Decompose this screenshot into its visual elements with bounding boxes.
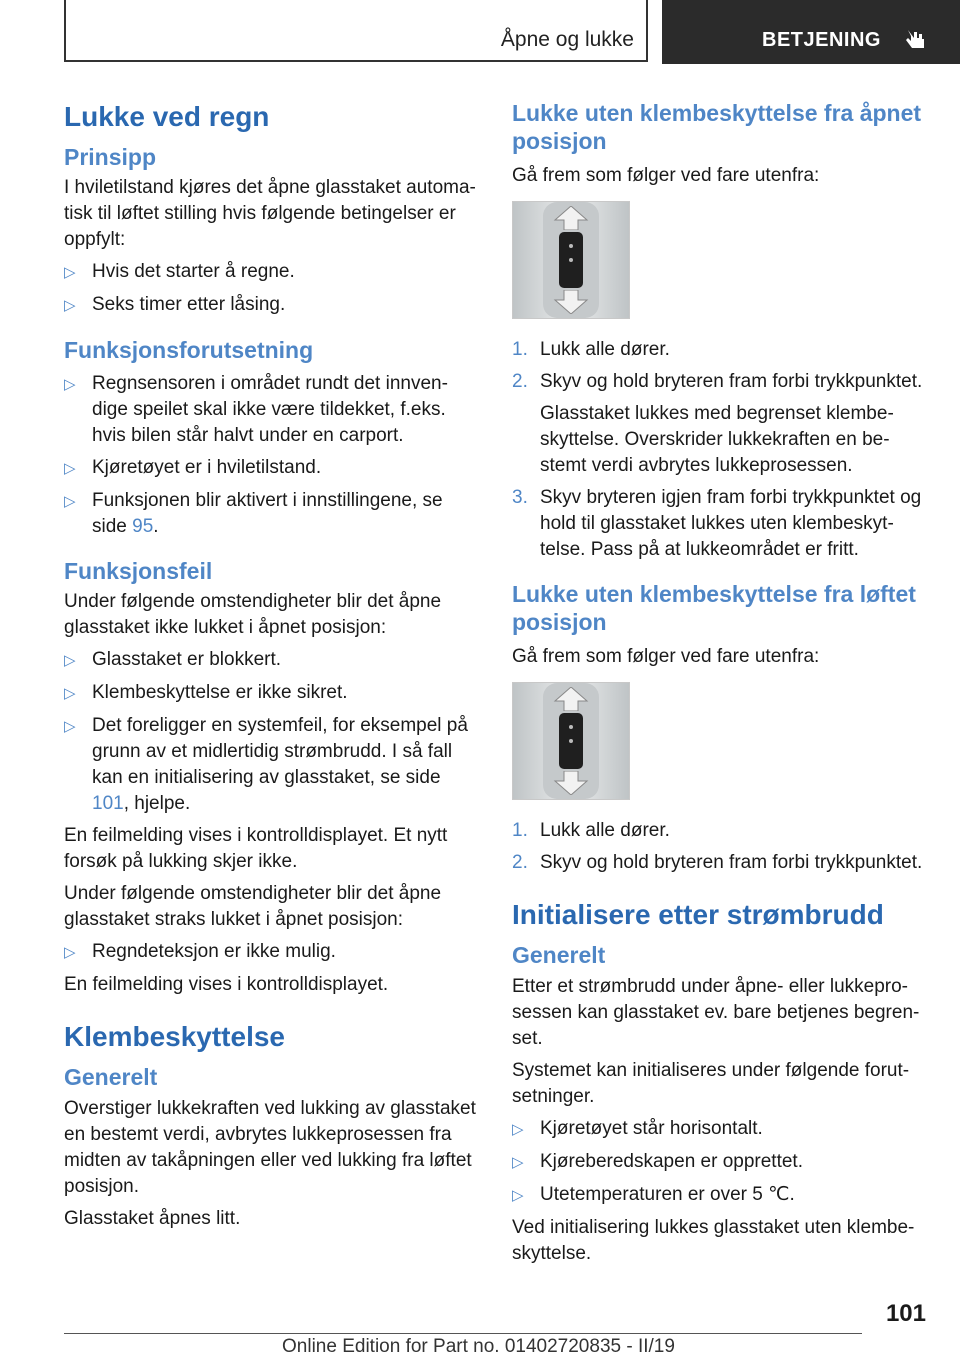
footer-edition: Online Edition for Part no. 01402720835 - II/19: [282, 1336, 675, 1357]
list-item: ▷ Regndeteksjon er ikke mulig.: [64, 939, 478, 966]
roof-switch-image: [512, 201, 630, 319]
paragraph: Overstiger lukkekraften ved lukking av glasstaket en bestemt verdi, avbrytes lukkeprosessen fra midten av takåpningen eller ved lukking fra løftet posisjon.: [64, 1097, 476, 1197]
paragraph: Gå frem som følger ved fare utenfra:: [512, 165, 820, 187]
right-column: [512, 100, 932, 1273]
bullet-triangle-icon: ▷: [64, 718, 76, 736]
page-link-101[interactable]: 101: [92, 793, 124, 815]
paragraph: En feilmelding vises i kontrolldisplayet.: [64, 974, 389, 996]
list-item: ▷ Seks timer etter låsing.: [64, 292, 478, 319]
arrow-down-icon: [553, 771, 589, 795]
left-column: [64, 100, 478, 1238]
page-number: 101: [885, 1300, 926, 1327]
header-section-box: [64, 0, 648, 62]
paragraph: Etter et strømbrudd under åpne- eller lukkepro- sessen kan glasstaket ev. bare betjenes begren- set.: [512, 975, 920, 1049]
header-chapter-title: BETJENING: [762, 29, 881, 51]
list-item: ▷ Glasstaket er blokkert.: [64, 647, 478, 674]
arrow-up-icon: [553, 687, 589, 711]
bullet-triangle-icon: ▷: [64, 944, 76, 962]
arrow-up-icon: [553, 206, 589, 230]
header-chapter-tab: [662, 0, 960, 64]
section-title-initialisere: Initialisere etter strømbrudd: [512, 899, 884, 931]
paragraph: I hviletilstand kjøres det åpne glasstaket automa- tisk til løftet stilling hvis følgende betingelser er oppfylt:: [64, 177, 476, 251]
subheading-funksjonsforutsetning: Funksjonsforutsetning: [64, 337, 314, 364]
list-item: ▷ Kjøretøyet er i hviletilstand.: [64, 455, 478, 482]
bullet-triangle-icon: ▷: [64, 459, 76, 477]
arrow-down-icon: [553, 290, 589, 314]
list-item: ▷ Klembeskyttelse er ikke sikret.: [64, 680, 478, 707]
bullet-triangle-icon: ▷: [512, 1120, 524, 1138]
paragraph: Glasstaket åpnes litt.: [64, 1207, 241, 1229]
roof-switch-image: [512, 682, 630, 800]
bullet-triangle-icon: ▷: [512, 1153, 524, 1171]
list-item: ▷ Kjøreberedskapen er opprettet.: [512, 1149, 932, 1176]
section-title-lukke-fra-loftet: Lukke uten klembeskyttelse fra løftet posisjon: [512, 581, 916, 635]
paragraph: Under følgende omstendigheter blir det åpne glasstaket straks lukket i åpnet posisjon:: [64, 883, 442, 931]
subheading-generelt: Generelt: [64, 1063, 158, 1090]
numbered-step: 1. Lukk alle dører.: [512, 339, 670, 361]
footer-divider: [64, 1333, 862, 1334]
numbered-step: 3. Skyv bryteren igjen fram forbi trykkpunktet og hold til glasstaket lukkes uten klembeskyt- telse. Pass på at lukkeområdet er fritt.: [512, 487, 922, 561]
list-item: ▷ Kjøretøyet står horisontalt.: [512, 1116, 932, 1143]
bullet-triangle-icon: ▷: [512, 1186, 524, 1204]
bullet-triangle-icon: ▷: [64, 685, 76, 703]
bullet-triangle-icon: ▷: [64, 492, 76, 510]
subheading-funksjonsfeil: Funksjonsfeil: [64, 557, 213, 584]
paragraph: Under følgende omstendigheter blir det åpne glasstaket ikke lukket i åpnet posisjon:: [64, 591, 442, 639]
subheading-prinsipp: Prinsipp: [64, 143, 157, 170]
paragraph: Systemet kan initialiseres under følgende forut- setninger.: [512, 1059, 910, 1107]
paragraph: En feilmelding vises i kontrolldisplayet. Et nytt forsøk på lukking skjer ikke.: [64, 825, 448, 873]
bullet-triangle-icon: ▷: [64, 264, 76, 282]
pointing-hand-icon: [902, 26, 930, 54]
header-section-title: Åpne og lukke: [500, 28, 634, 51]
page-link-95[interactable]: 95: [132, 515, 154, 537]
numbered-step: 2. Skyv og hold bryteren fram forbi trykkpunktet.: [512, 852, 923, 874]
bullet-triangle-icon: ▷: [64, 297, 76, 315]
bullet-triangle-icon: ▷: [64, 375, 76, 393]
paragraph: Gå frem som følger ved fare utenfra:: [512, 646, 820, 668]
list-item: ▷ Regnsensoren i området rundt det innven- dige speilet skal ikke være tildekket, f.eks. hvis bilen står halvt under en carport.: [64, 371, 478, 449]
list-item: ▷ Utetemperaturen er over 5 ℃.: [512, 1182, 932, 1209]
list-item: ▷ Funksjonen blir aktivert i innstillingene, se side 95.: [64, 488, 478, 540]
bullet-triangle-icon: ▷: [64, 652, 76, 670]
paragraph: Ved initialisering lukkes glasstaket uten klembe- skyttelse.: [512, 1216, 915, 1264]
numbered-step: 2. Skyv og hold bryteren fram forbi trykkpunktet.: [512, 371, 923, 393]
page-header: [64, 0, 960, 64]
subheading-generelt: Generelt: [512, 941, 606, 968]
section-title-lukke-ved-regn: Lukke ved regn: [64, 101, 270, 132]
step-note: Glasstaket lukkes med begrenset klembe- skyttelse. Overskrider lukkekraften en be- stemt verdi avbrytes lukkeprosessen.: [540, 403, 894, 477]
list-item: ▷ Hvis det starter å regne.: [64, 259, 478, 286]
section-title-lukke-fra-apnet: Lukke uten klembeskyttelse fra åpnet posisjon: [512, 100, 922, 154]
section-title-klembeskyttelse: Klembeskyttelse: [64, 1021, 286, 1053]
numbered-step: 1. Lukk alle dører.: [512, 820, 670, 842]
list-item: ▷ Det foreligger en systemfeil, for eksempel på grunn av et midlertidig strømbrudd. I så fall kan en initialisering av glasstaket, se side 101, hjelpe.: [64, 713, 478, 817]
